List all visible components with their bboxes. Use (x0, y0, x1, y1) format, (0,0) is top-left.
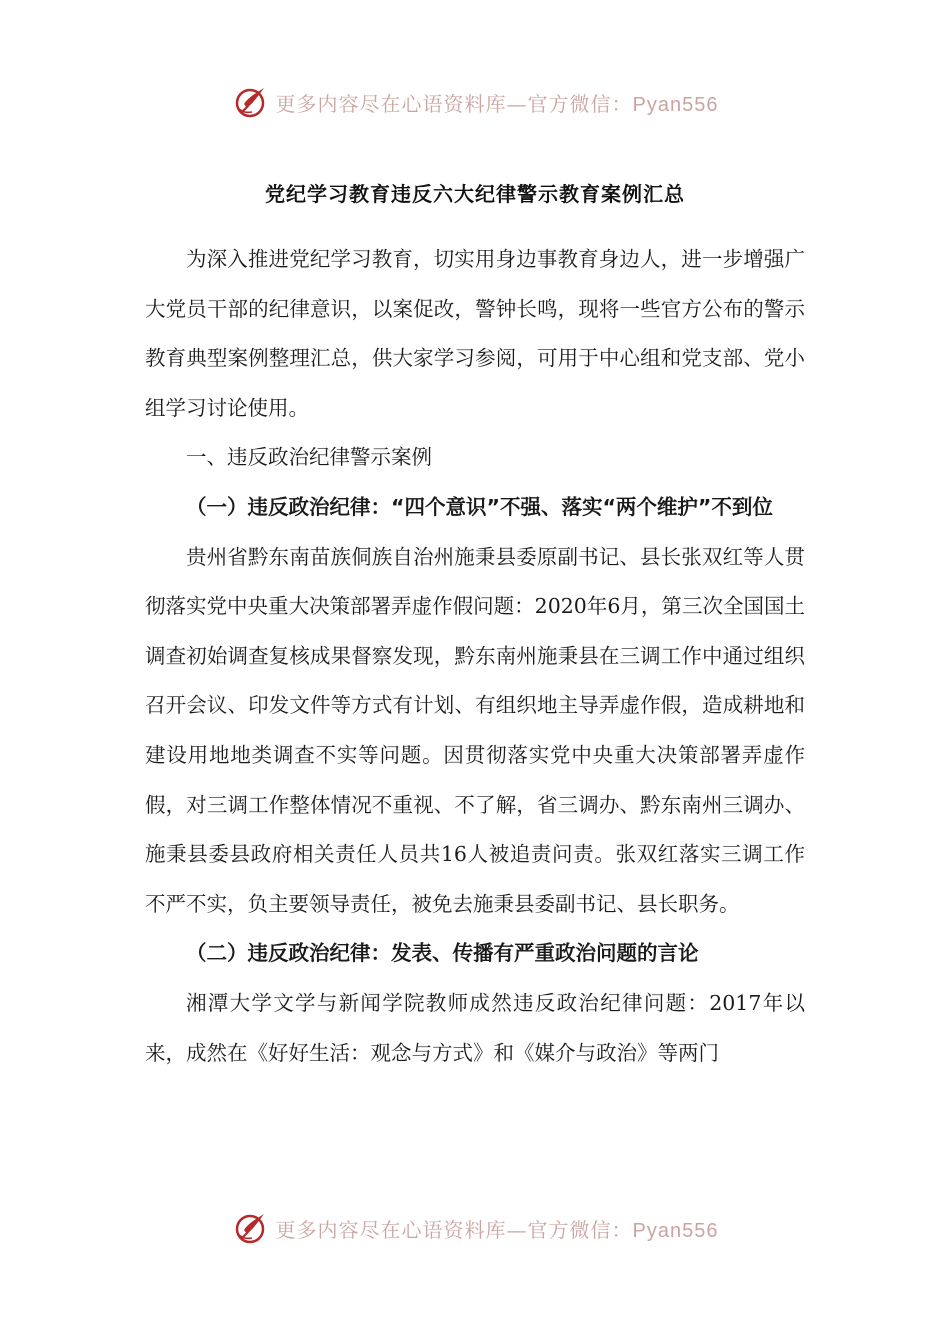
section-heading: 一、违反政治纪律警示案例 (186, 445, 432, 470)
quill-pen-logo-icon (232, 1208, 272, 1248)
watermark-text: 更多内容尽在心语资料库—官方微信：Pyan556 (275, 1217, 719, 1242)
watermark-text: 更多内容尽在心语资料库—官方微信：Pyan556 (275, 91, 719, 116)
case-paragraph-1: 贵州省黔东南苗族侗族自治州施秉县委原副书记、县长张双红等人贯彻落实党中央重大决策部署弄虚作假问题：2020年6月，第三次全国国土调查初始调查复核成果督察发现，黔东南州施秉县在三调工作中通过组织召开会议、印发文件等方式有计划、有组织地主导弄虚作假，造成耕地和建设用地地类调查不实等问题。因贯彻落实党中央重大决策部署弄虚作假，对三调工作整体情况不重视、不了解，省三调办、黔东南州三调办、施秉县委县政府相关责任人员共16人被追责问责。张双红落实三调工作不严不实，负主要领导责任，被免去施秉县委副书记、县长职务。 (145, 544, 805, 916)
subsection-heading-1: （一）违反政治纪律：“四个意识”不强、落实“两个维护”不到位 (186, 494, 773, 519)
case-paragraph-2: 湘潭大学文学与新闻学院教师成然违反政治纪律问题：2017年以来，成然在《好好生活：观念与方式》和《媒介与政治》等两门 (145, 990, 805, 1065)
wechat-id: Pyan556 (632, 93, 719, 116)
intro-paragraph: 为深入推进党纪学习教育，切实用身边事教育身边人，进一步增强广大党员干部的纪律意识，以案促改，警钟长鸣，现将一些官方公布的警示教育典型案例整理汇总，供大家学习参阅，可用于中心组和党支部、党小组学习讨论使用。 (145, 247, 805, 420)
subsection-heading-2: （二）违反政治纪律：发表、传播有严重政治问题的言论 (186, 941, 699, 966)
document-body (145, 235, 805, 1078)
wechat-id: Pyan556 (632, 1219, 719, 1242)
watermark-banner-top (0, 82, 950, 122)
document-title: 党纪学习教育违反六大纪律警示教育案例汇总 (265, 182, 685, 206)
watermark-banner-bottom (0, 1208, 950, 1248)
quill-pen-logo-icon (232, 82, 272, 122)
